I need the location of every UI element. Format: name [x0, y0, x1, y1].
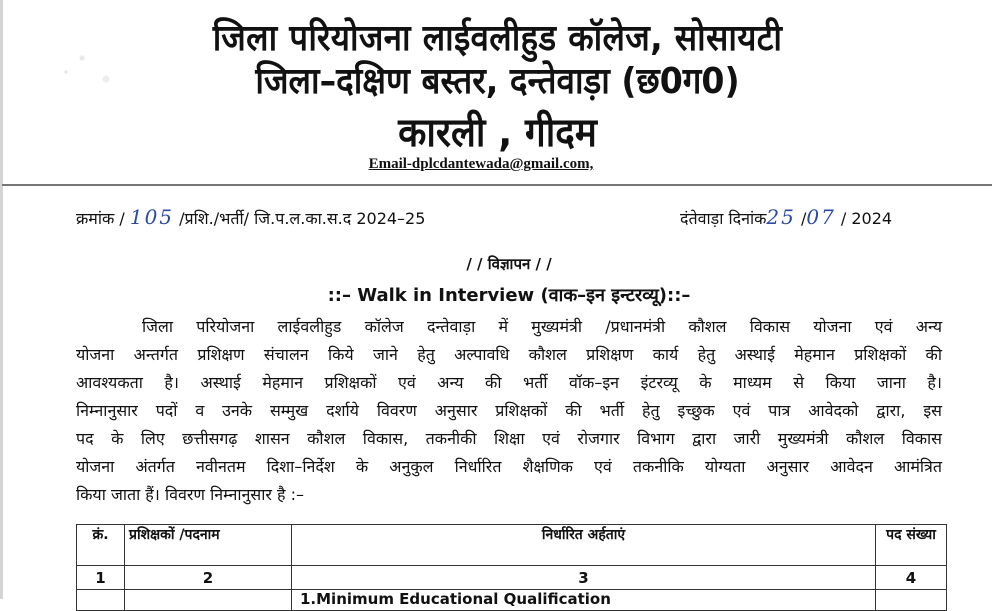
qualifications-table: [76, 524, 947, 611]
colnum-4: 4: [876, 566, 947, 590]
notice-title: ::– Walk in Interview (वाक–इन इन्टरव्यू)::–: [327, 285, 691, 306]
notice-type: / / विज्ञापन / /: [466, 255, 552, 273]
cell-post: [125, 590, 292, 611]
body-line: निम्नानुसार पदों व उनके सम्मुख दर्शाये विवरण अनुसार प्रशिक्षकों की भर्ती हेतु इच्छुक एवं पात्र आवेदको द्वारा, इस: [76, 401, 942, 420]
date-sep: /: [800, 209, 807, 228]
reference-number: [76, 205, 425, 229]
cell-qualification: 1.Minimum Educational Qualification: [292, 590, 876, 611]
header-qualification: निर्धारित अर्हताएं: [292, 525, 876, 566]
colnum-1: 1: [77, 566, 125, 590]
body-line: किया जाता हैं। विवरण निम्नानुसार है :–: [76, 485, 304, 504]
body-line: योजना अन्तर्गत प्रशिक्षण संचालन किये जाने हेतु अल्पावधि कौशल प्रशिक्षण कार्य हेतु अस्थाई मेहमान प्रशिक्षकों की: [76, 345, 942, 364]
table-header-row: [77, 525, 947, 566]
date-year: / 2024: [840, 209, 893, 228]
cell-serial: [77, 590, 125, 611]
body-line: आवश्यकता है। अस्थाई मेहमान प्रशिक्षकों एवं अन्य की भर्ती वॉक–इन इंटरव्यू के माध्यम से किया जाना है।: [76, 373, 942, 392]
notice-body: [76, 313, 942, 509]
header-serial: क्रं.: [77, 525, 125, 566]
header-post: प्रशिक्षकों /पदनाम: [125, 525, 292, 566]
body-line: पद के लिए छत्तीसगढ़ शासन कौशल विकास, तकनीकी शिक्षा एवं रोजगार विभाग द्वारा जारी मुख्यमंत्री कौशल विकास: [76, 429, 942, 448]
org-district: जिला–दक्षिण बस्तर, दन्तेवाड़ा (छ0ग0): [255, 61, 740, 102]
org-name: जिला परियोजना लाईवलीहुड कॉलेज, सोसायटी: [212, 18, 783, 59]
issue-date: [680, 205, 892, 229]
colnum-3: 3: [292, 566, 876, 590]
header-vacancies: पद संख्या: [876, 525, 947, 566]
header-divider: [2, 184, 992, 186]
date-month: 07: [806, 205, 836, 229]
reference-prefix: क्रमांक /: [76, 209, 125, 228]
date-prefix: दंतेवाड़ा दिनांक: [680, 209, 767, 228]
date-day: 25: [766, 205, 796, 229]
org-location: कारली , गीदम: [398, 110, 597, 156]
reference-handwritten-number: 105: [129, 205, 175, 229]
body-line: योजना अंतर्गत नवीनतम दिशा–निर्देश के अनुकुल निर्धारित शैक्षणिक एवं तकनीकि योग्यता अनुसार आवेदन आमंत्रित: [76, 457, 942, 476]
table-row: [77, 590, 947, 611]
colnum-2: 2: [125, 566, 292, 590]
column-number-row: [77, 566, 947, 590]
reference-suffix: /प्रशि./भर्ती/ जि.प.ल.का.स.द 2024–25: [179, 209, 426, 228]
cell-vacancies: [876, 590, 947, 611]
body-line: जिला परियोजना लाईवलीहुड कॉलेज दन्तेवाड़ा में मुख्यमंत्री /प्रधानमंत्री कौशल विकास योजना एवं अन्य: [142, 317, 942, 336]
email-link[interactable]: Email-dplcdantewada@gmail.com,: [368, 156, 594, 172]
